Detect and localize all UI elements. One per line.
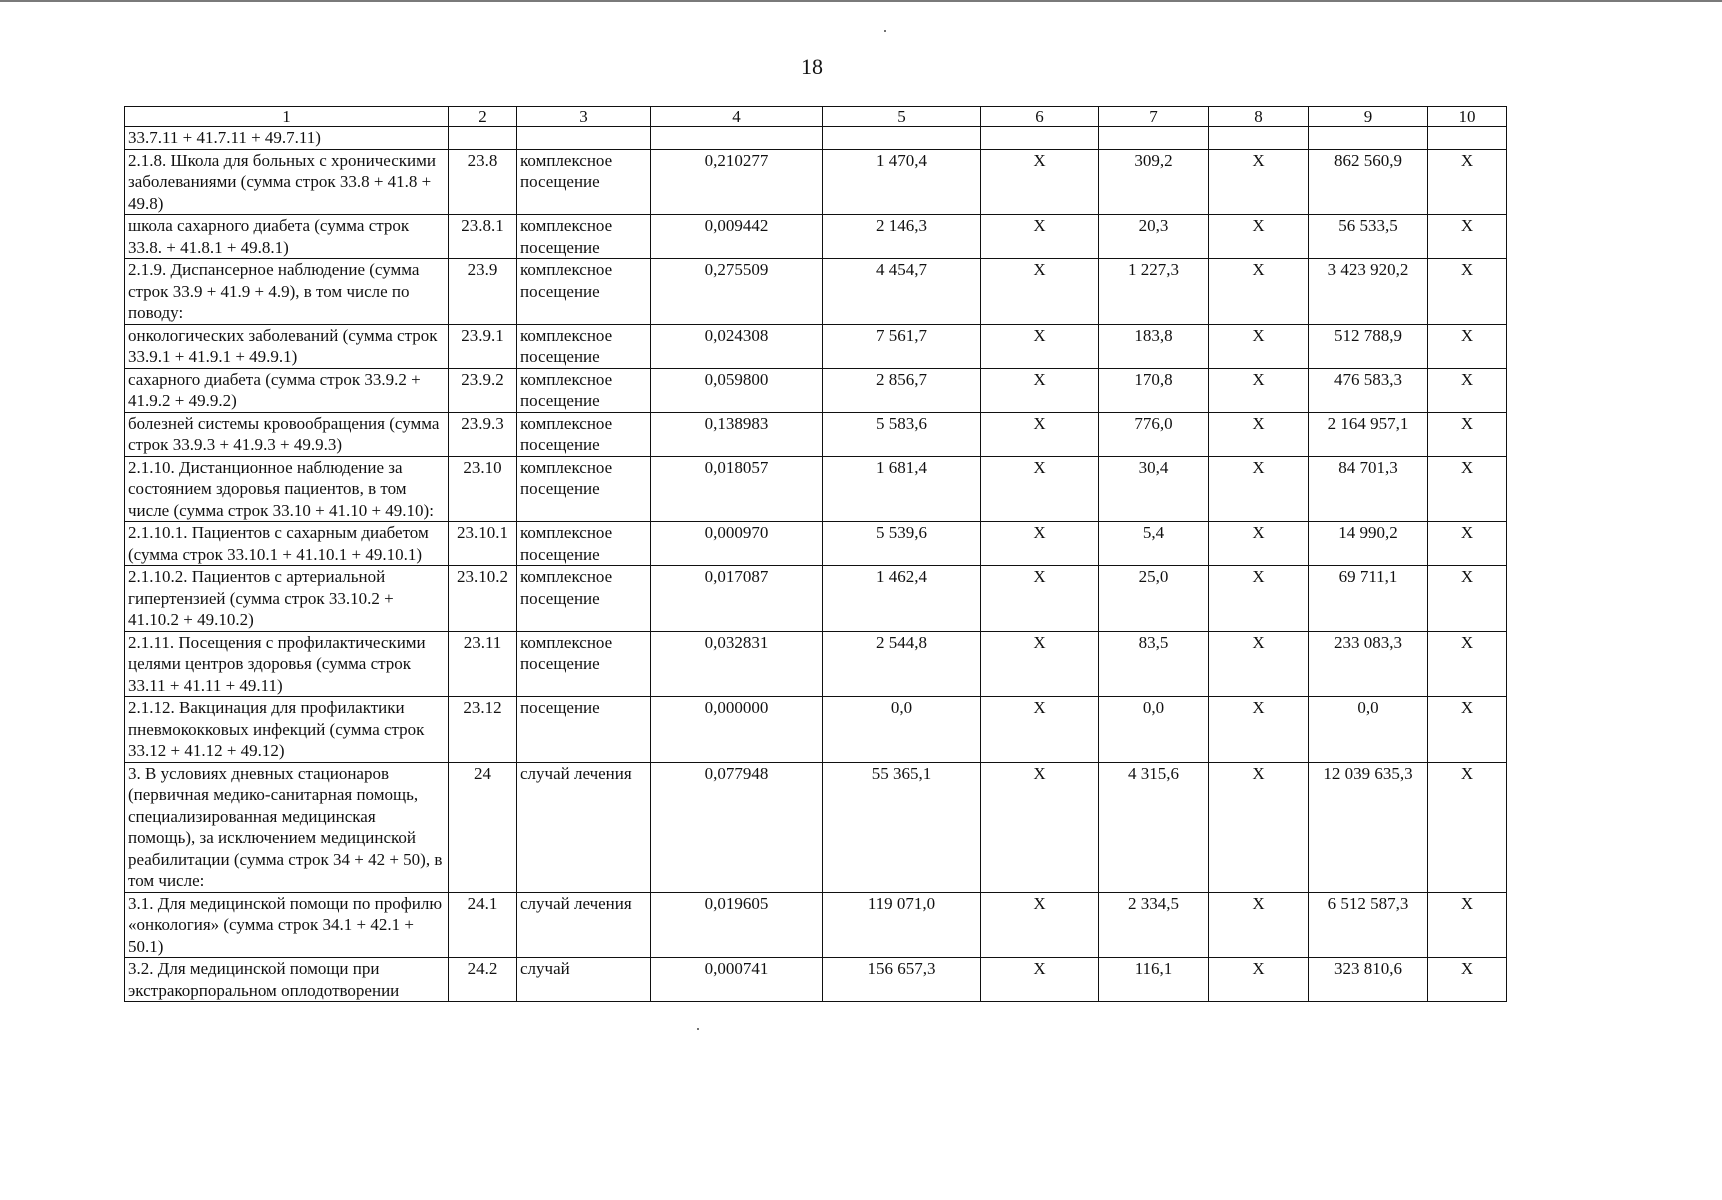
value-cell: 233 083,3 bbox=[1309, 631, 1428, 697]
value-cell: Х bbox=[981, 958, 1099, 1002]
scan-speck bbox=[884, 30, 886, 32]
value-cell: Х bbox=[1209, 149, 1309, 215]
table-row bbox=[125, 522, 1507, 566]
value-cell: Х bbox=[981, 368, 1099, 412]
value-cell: Х bbox=[1209, 631, 1309, 697]
column-header: 7 bbox=[1099, 107, 1209, 127]
unit-cell: случай лечения bbox=[517, 762, 651, 892]
value-cell: 156 657,3 bbox=[823, 958, 981, 1002]
value-cell: 476 583,3 bbox=[1309, 368, 1428, 412]
unit-cell: посещение bbox=[517, 697, 651, 763]
value-cell: Х bbox=[1428, 566, 1507, 632]
value-cell: 0,019605 bbox=[651, 892, 823, 958]
data-table bbox=[124, 106, 1507, 1002]
value-cell: 1 681,4 bbox=[823, 456, 981, 522]
row-code-cell: 23.9.3 bbox=[449, 412, 517, 456]
unit-cell: случай bbox=[517, 958, 651, 1002]
row-code-cell: 23.8 bbox=[449, 149, 517, 215]
value-cell: Х bbox=[1209, 566, 1309, 632]
page-number: 18 bbox=[801, 54, 823, 79]
unit-cell: комплексное посещение bbox=[517, 215, 651, 259]
value-cell: Х bbox=[981, 892, 1099, 958]
value-cell: Х bbox=[1428, 762, 1507, 892]
value-cell: 170,8 bbox=[1099, 368, 1209, 412]
value-cell bbox=[1209, 127, 1309, 150]
value-cell: Х bbox=[1428, 958, 1507, 1002]
row-code-cell: 23.9 bbox=[449, 259, 517, 325]
value-cell: 4 315,6 bbox=[1099, 762, 1209, 892]
unit-cell: комплексное посещение bbox=[517, 631, 651, 697]
row-code-cell: 23.8.1 bbox=[449, 215, 517, 259]
value-cell: 0,059800 bbox=[651, 368, 823, 412]
value-cell: 12 039 635,3 bbox=[1309, 762, 1428, 892]
value-cell: 0,032831 bbox=[651, 631, 823, 697]
indicator-name-cell: 2.1.11. Посещения с профилактическими целями центров здоровья (сумма строк 33.11 + 41.11 + 49.11) bbox=[125, 631, 449, 697]
value-cell: 1 462,4 bbox=[823, 566, 981, 632]
indicator-name-cell: 3.2. Для медицинской помощи при экстракорпоральном оплодотворении bbox=[125, 958, 449, 1002]
value-cell: Х bbox=[1209, 215, 1309, 259]
value-cell: Х bbox=[981, 149, 1099, 215]
table-row bbox=[125, 259, 1507, 325]
column-header: 4 bbox=[651, 107, 823, 127]
table-row bbox=[125, 412, 1507, 456]
value-cell: 0,024308 bbox=[651, 324, 823, 368]
row-code-cell: 23.10.2 bbox=[449, 566, 517, 632]
value-cell: 0,017087 bbox=[651, 566, 823, 632]
value-cell: 25,0 bbox=[1099, 566, 1209, 632]
value-cell: Х bbox=[981, 631, 1099, 697]
value-cell: Х bbox=[981, 762, 1099, 892]
value-cell: Х bbox=[1428, 368, 1507, 412]
value-cell: 0,009442 bbox=[651, 215, 823, 259]
value-cell: 512 788,9 bbox=[1309, 324, 1428, 368]
value-cell: 776,0 bbox=[1099, 412, 1209, 456]
unit-cell: комплексное посещение bbox=[517, 259, 651, 325]
table-row bbox=[125, 215, 1507, 259]
unit-cell: комплексное посещение bbox=[517, 368, 651, 412]
unit-cell: комплексное посещение bbox=[517, 412, 651, 456]
table-row bbox=[125, 958, 1507, 1002]
indicator-name-cell: 3. В условиях дневных стационаров (первичная медико-санитарная помощь, специализированная медицинская помощь), за исключением медицинской реабилитации (сумма строк 34 + 42 + 50), в том числе: bbox=[125, 762, 449, 892]
value-cell: 309,2 bbox=[1099, 149, 1209, 215]
value-cell: Х bbox=[1428, 456, 1507, 522]
indicator-name-cell: онкологических заболеваний (сумма строк 33.9.1 + 41.9.1 + 49.9.1) bbox=[125, 324, 449, 368]
value-cell: 56 533,5 bbox=[1309, 215, 1428, 259]
value-cell bbox=[1099, 127, 1209, 150]
row-code-cell: 23.9.2 bbox=[449, 368, 517, 412]
value-cell: 2 334,5 bbox=[1099, 892, 1209, 958]
row-code-cell: 23.12 bbox=[449, 697, 517, 763]
column-header: 2 bbox=[449, 107, 517, 127]
value-cell: 2 544,8 bbox=[823, 631, 981, 697]
value-cell: Х bbox=[1209, 456, 1309, 522]
value-cell: 55 365,1 bbox=[823, 762, 981, 892]
value-cell: Х bbox=[1209, 259, 1309, 325]
table-row bbox=[125, 127, 1507, 150]
value-cell: 1 227,3 bbox=[1099, 259, 1209, 325]
unit-cell bbox=[517, 127, 651, 150]
value-cell: 0,0 bbox=[1099, 697, 1209, 763]
value-cell: Х bbox=[981, 522, 1099, 566]
value-cell bbox=[1309, 127, 1428, 150]
row-code-cell: 23.11 bbox=[449, 631, 517, 697]
value-cell: Х bbox=[1209, 762, 1309, 892]
value-cell: 183,8 bbox=[1099, 324, 1209, 368]
value-cell: 30,4 bbox=[1099, 456, 1209, 522]
indicator-name-cell: 2.1.10.1. Пациентов с сахарным диабетом (сумма строк 33.10.1 + 41.10.1 + 49.10.1) bbox=[125, 522, 449, 566]
table-row bbox=[125, 368, 1507, 412]
value-cell: 14 990,2 bbox=[1309, 522, 1428, 566]
value-cell: 2 856,7 bbox=[823, 368, 981, 412]
column-header: 10 bbox=[1428, 107, 1507, 127]
value-cell: 119 071,0 bbox=[823, 892, 981, 958]
unit-cell: комплексное посещение bbox=[517, 522, 651, 566]
table-row bbox=[125, 149, 1507, 215]
value-cell: Х bbox=[981, 566, 1099, 632]
table-row bbox=[125, 324, 1507, 368]
column-header: 5 bbox=[823, 107, 981, 127]
column-header: 1 bbox=[125, 107, 449, 127]
value-cell bbox=[1428, 127, 1507, 150]
indicator-name-cell: 2.1.9. Диспансерное наблюдение (сумма строк 33.9 + 41.9 + 4.9), в том числе по поводу: bbox=[125, 259, 449, 325]
table-body bbox=[125, 127, 1507, 1002]
value-cell: Х bbox=[981, 259, 1099, 325]
value-cell: 4 454,7 bbox=[823, 259, 981, 325]
indicator-name-cell: 2.1.10. Дистанционное наблюдение за состоянием здоровья пациентов, в том числе (сумма строк 33.10 + 41.10 + 49.10): bbox=[125, 456, 449, 522]
value-cell: 69 711,1 bbox=[1309, 566, 1428, 632]
value-cell: 5,4 bbox=[1099, 522, 1209, 566]
value-cell: Х bbox=[1209, 368, 1309, 412]
value-cell: Х bbox=[1209, 892, 1309, 958]
row-code-cell bbox=[449, 127, 517, 150]
indicator-name-cell: болезней системы кровообращения (сумма строк 33.9.3 + 41.9.3 + 49.9.3) bbox=[125, 412, 449, 456]
unit-cell: комплексное посещение bbox=[517, 566, 651, 632]
indicator-name-cell: 3.1. Для медицинской помощи по профилю «онкология» (сумма строк 34.1 + 42.1 + 50.1) bbox=[125, 892, 449, 958]
value-cell: 862 560,9 bbox=[1309, 149, 1428, 215]
table-row bbox=[125, 892, 1507, 958]
value-cell: Х bbox=[981, 215, 1099, 259]
value-cell: 0,077948 bbox=[651, 762, 823, 892]
row-code-cell: 24.2 bbox=[449, 958, 517, 1002]
column-header: 6 bbox=[981, 107, 1099, 127]
indicator-name-cell: сахарного диабета (сумма строк 33.9.2 + 41.9.2 + 49.9.2) bbox=[125, 368, 449, 412]
indicator-name-cell: 33.7.11 + 41.7.11 + 49.7.11) bbox=[125, 127, 449, 150]
table-row bbox=[125, 456, 1507, 522]
header-row bbox=[125, 107, 1507, 127]
value-cell bbox=[981, 127, 1099, 150]
scan-speck bbox=[697, 1028, 699, 1030]
row-code-cell: 24 bbox=[449, 762, 517, 892]
value-cell: 323 810,6 bbox=[1309, 958, 1428, 1002]
value-cell: 0,0 bbox=[823, 697, 981, 763]
value-cell: Х bbox=[1209, 697, 1309, 763]
value-cell: Х bbox=[1209, 958, 1309, 1002]
page-top-edge bbox=[0, 0, 1722, 2]
value-cell: Х bbox=[981, 324, 1099, 368]
row-code-cell: 23.10 bbox=[449, 456, 517, 522]
value-cell: 5 583,6 bbox=[823, 412, 981, 456]
unit-cell: комплексное посещение bbox=[517, 149, 651, 215]
value-cell: Х bbox=[1209, 324, 1309, 368]
unit-cell: комплексное посещение bbox=[517, 456, 651, 522]
value-cell: Х bbox=[981, 697, 1099, 763]
value-cell: 0,0 bbox=[1309, 697, 1428, 763]
table-row bbox=[125, 631, 1507, 697]
value-cell: 83,5 bbox=[1099, 631, 1209, 697]
indicator-name-cell: школа сахарного диабета (сумма строк 33.8. + 41.8.1 + 49.8.1) bbox=[125, 215, 449, 259]
value-cell: 0,018057 bbox=[651, 456, 823, 522]
row-code-cell: 23.9.1 bbox=[449, 324, 517, 368]
value-cell: 0,000970 bbox=[651, 522, 823, 566]
value-cell: 0,000741 bbox=[651, 958, 823, 1002]
value-cell: 5 539,6 bbox=[823, 522, 981, 566]
column-header: 3 bbox=[517, 107, 651, 127]
value-cell: 0,275509 bbox=[651, 259, 823, 325]
value-cell: Х bbox=[1428, 259, 1507, 325]
value-cell: 0,138983 bbox=[651, 412, 823, 456]
value-cell: 7 561,7 bbox=[823, 324, 981, 368]
value-cell: Х bbox=[1428, 522, 1507, 566]
value-cell: 2 164 957,1 bbox=[1309, 412, 1428, 456]
value-cell: 84 701,3 bbox=[1309, 456, 1428, 522]
value-cell: Х bbox=[1209, 522, 1309, 566]
value-cell: Х bbox=[1428, 892, 1507, 958]
value-cell: Х bbox=[1428, 324, 1507, 368]
unit-cell: комплексное посещение bbox=[517, 324, 651, 368]
indicator-name-cell: 2.1.8. Школа для больных с хроническими заболеваниями (сумма строк 33.8 + 41.8 + 49.8) bbox=[125, 149, 449, 215]
value-cell bbox=[651, 127, 823, 150]
indicator-name-cell: 2.1.10.2. Пациентов с артериальной гипертензией (сумма строк 33.10.2 + 41.10.2 + 49.10.2) bbox=[125, 566, 449, 632]
value-cell: 1 470,4 bbox=[823, 149, 981, 215]
value-cell: Х bbox=[1209, 412, 1309, 456]
value-cell: 0,000000 bbox=[651, 697, 823, 763]
value-cell: Х bbox=[1428, 697, 1507, 763]
value-cell: Х bbox=[1428, 149, 1507, 215]
value-cell: 2 146,3 bbox=[823, 215, 981, 259]
unit-cell: случай лечения bbox=[517, 892, 651, 958]
value-cell: Х bbox=[981, 456, 1099, 522]
column-header: 9 bbox=[1309, 107, 1428, 127]
value-cell: Х bbox=[1428, 631, 1507, 697]
value-cell: 3 423 920,2 bbox=[1309, 259, 1428, 325]
row-code-cell: 24.1 bbox=[449, 892, 517, 958]
column-header: 8 bbox=[1209, 107, 1309, 127]
value-cell: Х bbox=[1428, 412, 1507, 456]
table-row bbox=[125, 762, 1507, 892]
value-cell: Х bbox=[981, 412, 1099, 456]
table-row bbox=[125, 697, 1507, 763]
value-cell bbox=[823, 127, 981, 150]
value-cell: 6 512 587,3 bbox=[1309, 892, 1428, 958]
table-row bbox=[125, 566, 1507, 632]
indicator-name-cell: 2.1.12. Вакцинация для профилактики пневмококковых инфекций (сумма строк 33.12 + 41.12 + 49.12) bbox=[125, 697, 449, 763]
row-code-cell: 23.10.1 bbox=[449, 522, 517, 566]
value-cell: 116,1 bbox=[1099, 958, 1209, 1002]
value-cell: 20,3 bbox=[1099, 215, 1209, 259]
value-cell: Х bbox=[1428, 215, 1507, 259]
value-cell: 0,210277 bbox=[651, 149, 823, 215]
